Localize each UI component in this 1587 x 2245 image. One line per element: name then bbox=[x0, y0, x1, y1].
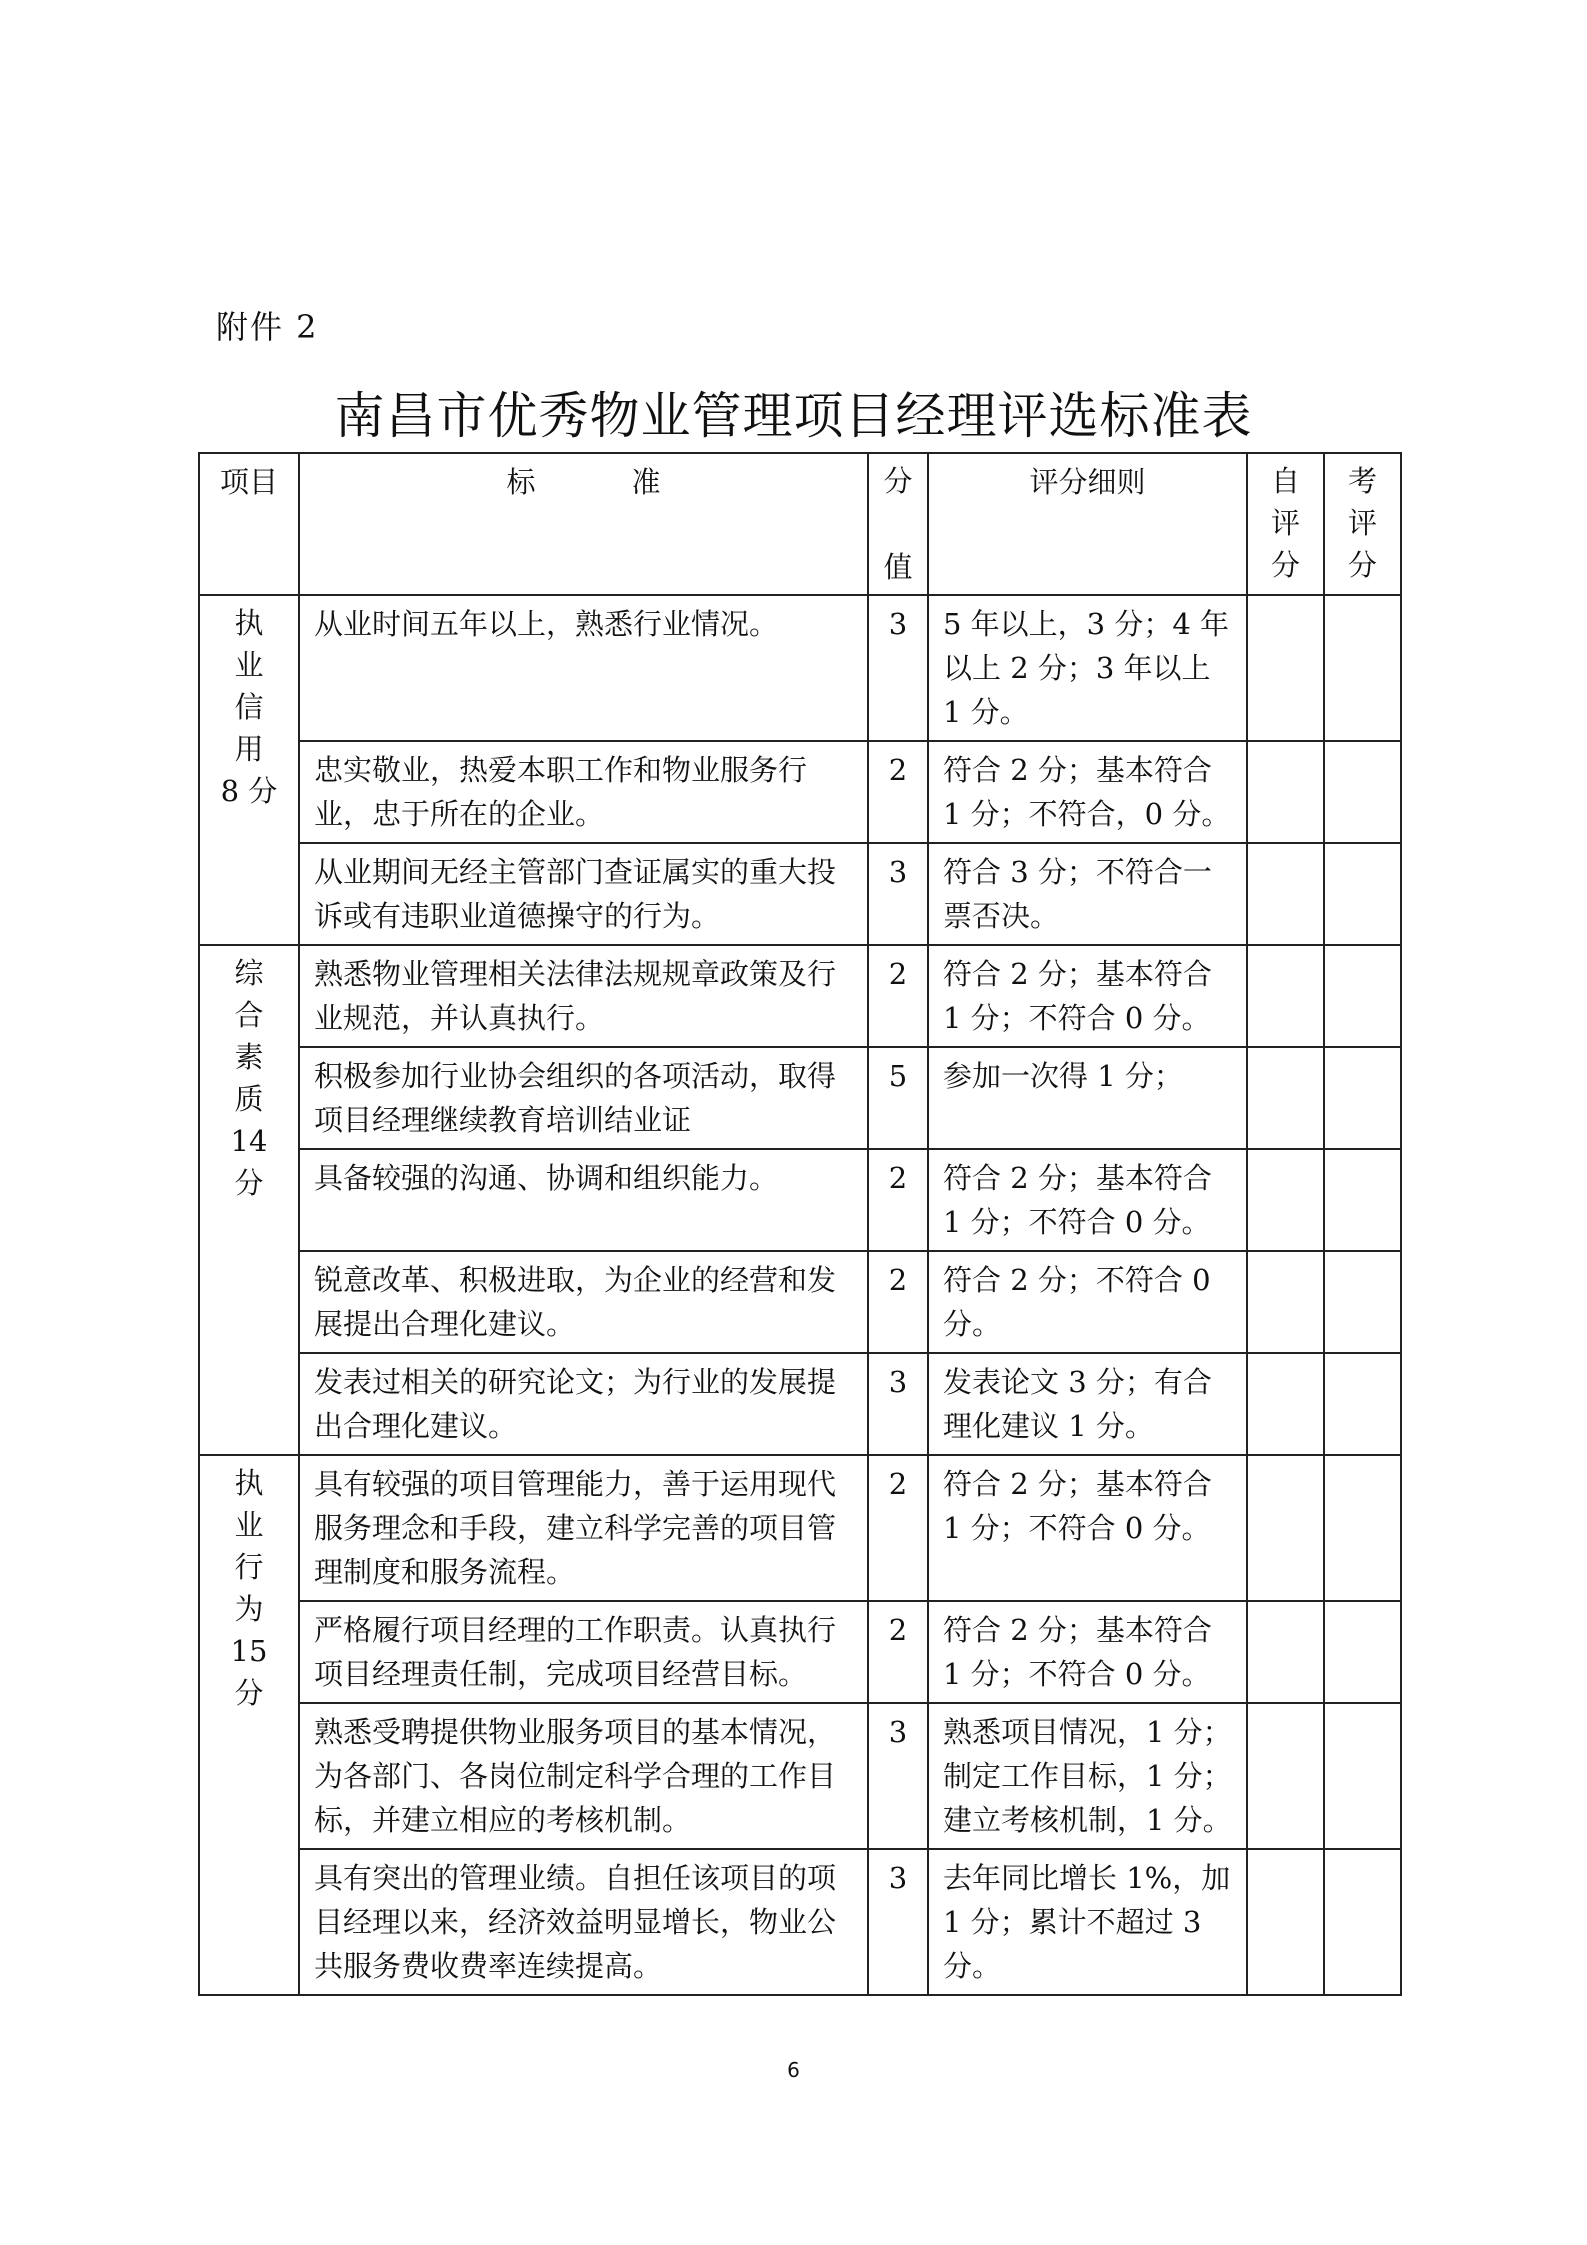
category-label-line: 8 分 bbox=[220, 774, 278, 808]
score-cell: 2 bbox=[868, 741, 928, 843]
category-cell bbox=[199, 1455, 299, 1995]
standard-cell: 熟悉物业管理相关法律法规规章政策及行业规范，并认真执行。 bbox=[299, 945, 868, 1047]
self-eval-input-cell[interactable] bbox=[1247, 1047, 1324, 1149]
attachment-label: 附件 2 bbox=[216, 308, 319, 346]
score-cell: 3 bbox=[868, 1353, 928, 1455]
exam-eval-input-cell[interactable] bbox=[1324, 945, 1401, 1047]
header-score-a: 分 bbox=[883, 464, 913, 498]
header-standard-a: 标 bbox=[506, 465, 536, 499]
score-cell: 2 bbox=[868, 1601, 928, 1703]
header-self-eval-3: 分 bbox=[1270, 548, 1300, 582]
details-cell: 符合 2 分；基本符合 1 分；不符合，0 分。 bbox=[928, 741, 1247, 843]
details-cell: 符合 3 分；不符合一票否决。 bbox=[928, 843, 1247, 945]
exam-eval-input-cell[interactable] bbox=[1324, 843, 1401, 945]
header-score bbox=[868, 453, 928, 595]
self-eval-input-cell[interactable] bbox=[1247, 1601, 1324, 1703]
score-cell: 2 bbox=[868, 1455, 928, 1601]
category-label-line: 14 分 bbox=[230, 1124, 268, 1200]
header-score-b: 值 bbox=[883, 550, 913, 584]
header-standard-b: 准 bbox=[631, 465, 661, 499]
details-cell: 发表论文 3 分；有合理化建议 1 分。 bbox=[928, 1353, 1247, 1455]
table-body bbox=[199, 595, 1401, 1995]
exam-eval-input-cell[interactable] bbox=[1324, 1149, 1401, 1251]
header-self-eval-2: 评 bbox=[1270, 506, 1300, 540]
category-label-line: 15 分 bbox=[230, 1634, 268, 1710]
standard-cell: 具有较强的项目管理能力，善于运用现代服务理念和手段，建立科学完善的项目管理制度和服务流程。 bbox=[299, 1455, 868, 1601]
exam-eval-input-cell[interactable] bbox=[1324, 1455, 1401, 1601]
exam-eval-input-cell[interactable] bbox=[1324, 595, 1401, 741]
standard-cell: 发表过相关的研究论文；为行业的发展提出合理化建议。 bbox=[299, 1353, 868, 1455]
self-eval-input-cell[interactable] bbox=[1247, 595, 1324, 741]
exam-eval-input-cell[interactable] bbox=[1324, 1047, 1401, 1149]
category-label-line: 质 bbox=[234, 1082, 264, 1116]
standard-cell: 具备较强的沟通、协调和组织能力。 bbox=[299, 1149, 868, 1251]
exam-eval-input-cell[interactable] bbox=[1324, 1849, 1401, 1995]
header-details: 评分细则 bbox=[928, 453, 1247, 595]
table-row bbox=[199, 1353, 1401, 1455]
category-label-line: 信 bbox=[234, 690, 264, 724]
category-label-line: 用 bbox=[234, 732, 264, 766]
document-title: 南昌市优秀物业管理项目经理评选标准表 bbox=[334, 387, 1253, 445]
exam-eval-input-cell[interactable] bbox=[1324, 1251, 1401, 1353]
self-eval-input-cell[interactable] bbox=[1247, 1149, 1324, 1251]
category-label-line: 业 bbox=[234, 648, 264, 682]
header-self-eval bbox=[1247, 453, 1324, 595]
standard-cell: 熟悉受聘提供物业服务项目的基本情况，为各部门、各岗位制定科学合理的工作目标，并建立相应的考核机制。 bbox=[299, 1703, 868, 1849]
standard-cell: 严格履行项目经理的工作职责。认真执行项目经理责任制，完成项目经营目标。 bbox=[299, 1601, 868, 1703]
score-cell: 2 bbox=[868, 1149, 928, 1251]
score-cell: 3 bbox=[868, 1703, 928, 1849]
self-eval-input-cell[interactable] bbox=[1247, 945, 1324, 1047]
details-cell: 符合 2 分；基本符合 1 分；不符合 0 分。 bbox=[928, 945, 1247, 1047]
details-cell: 参加一次得 1 分； bbox=[928, 1047, 1247, 1149]
table-row bbox=[199, 1601, 1401, 1703]
category-label-line: 为 bbox=[234, 1592, 264, 1626]
score-cell: 3 bbox=[868, 843, 928, 945]
details-cell: 符合 2 分；基本符合 1 分；不符合 0 分。 bbox=[928, 1149, 1247, 1251]
table-row bbox=[199, 1251, 1401, 1353]
standard-cell: 具有突出的管理业绩。自担任该项目的项目经理以来，经济效益明显增长，物业公共服务费收费率连续提高。 bbox=[299, 1849, 868, 1995]
table-row bbox=[199, 1047, 1401, 1149]
table-row bbox=[199, 1149, 1401, 1251]
category-label-line: 合 bbox=[234, 998, 264, 1032]
category-label-line: 综 bbox=[234, 956, 264, 990]
self-eval-input-cell[interactable] bbox=[1247, 1353, 1324, 1455]
header-item: 项目 bbox=[199, 453, 299, 595]
table-header-row bbox=[199, 453, 1401, 595]
category-label-line: 素 bbox=[234, 1040, 264, 1074]
self-eval-input-cell[interactable] bbox=[1247, 1455, 1324, 1601]
table-row bbox=[199, 843, 1401, 945]
category-cell bbox=[199, 595, 299, 945]
self-eval-input-cell[interactable] bbox=[1247, 741, 1324, 843]
header-exam-eval-3: 分 bbox=[1347, 548, 1377, 582]
self-eval-input-cell[interactable] bbox=[1247, 1849, 1324, 1995]
standard-cell: 从业期间无经主管部门查证属实的重大投诉或有违职业道德操守的行为。 bbox=[299, 843, 868, 945]
standard-cell: 锐意改革、积极进取，为企业的经营和发展提出合理化建议。 bbox=[299, 1251, 868, 1353]
score-cell: 3 bbox=[868, 595, 928, 741]
table-row bbox=[199, 595, 1401, 741]
category-label-line: 执 bbox=[234, 606, 264, 640]
header-self-eval-1: 自 bbox=[1270, 464, 1300, 498]
header-exam-eval bbox=[1324, 453, 1401, 595]
exam-eval-input-cell[interactable] bbox=[1324, 1601, 1401, 1703]
table-row bbox=[199, 741, 1401, 843]
exam-eval-input-cell[interactable] bbox=[1324, 741, 1401, 843]
score-cell: 5 bbox=[868, 1047, 928, 1149]
category-label-line: 行 bbox=[234, 1550, 264, 1584]
details-cell: 符合 2 分；基本符合 1 分；不符合 0 分。 bbox=[928, 1601, 1247, 1703]
header-standard bbox=[299, 453, 868, 595]
header-exam-eval-2: 评 bbox=[1347, 506, 1377, 540]
standard-cell: 忠实敬业，热爱本职工作和物业服务行业，忠于所在的企业。 bbox=[299, 741, 868, 843]
evaluation-table bbox=[198, 452, 1402, 1996]
page-number: 6 bbox=[787, 2058, 800, 2082]
score-cell: 3 bbox=[868, 1849, 928, 1995]
self-eval-input-cell[interactable] bbox=[1247, 1251, 1324, 1353]
score-cell: 2 bbox=[868, 945, 928, 1047]
details-cell: 去年同比增长 1%，加 1 分；累计不超过 3 分。 bbox=[928, 1849, 1247, 1995]
standard-cell: 从业时间五年以上，熟悉行业情况。 bbox=[299, 595, 868, 741]
standard-cell: 积极参加行业协会组织的各项活动，取得项目经理继续教育培训结业证 bbox=[299, 1047, 868, 1149]
category-label-line: 执 bbox=[234, 1466, 264, 1500]
exam-eval-input-cell[interactable] bbox=[1324, 1703, 1401, 1849]
table-row bbox=[199, 1849, 1401, 1995]
details-cell: 熟悉项目情况，1 分；制定工作目标，1 分；建立考核机制，1 分。 bbox=[928, 1703, 1247, 1849]
table-row bbox=[199, 1455, 1401, 1601]
details-cell: 符合 2 分；不符合 0 分。 bbox=[928, 1251, 1247, 1353]
score-cell: 2 bbox=[868, 1251, 928, 1353]
details-cell: 5 年以上，3 分；4 年以上 2 分；3 年以上 1 分。 bbox=[928, 595, 1247, 741]
exam-eval-input-cell[interactable] bbox=[1324, 1353, 1401, 1455]
details-cell: 符合 2 分；基本符合 1 分；不符合 0 分。 bbox=[928, 1455, 1247, 1601]
table-row bbox=[199, 945, 1401, 1047]
table-row bbox=[199, 1703, 1401, 1849]
category-label-line: 业 bbox=[234, 1508, 264, 1542]
header-exam-eval-1: 考 bbox=[1347, 464, 1377, 498]
category-cell bbox=[199, 945, 299, 1455]
self-eval-input-cell[interactable] bbox=[1247, 1703, 1324, 1849]
self-eval-input-cell[interactable] bbox=[1247, 843, 1324, 945]
